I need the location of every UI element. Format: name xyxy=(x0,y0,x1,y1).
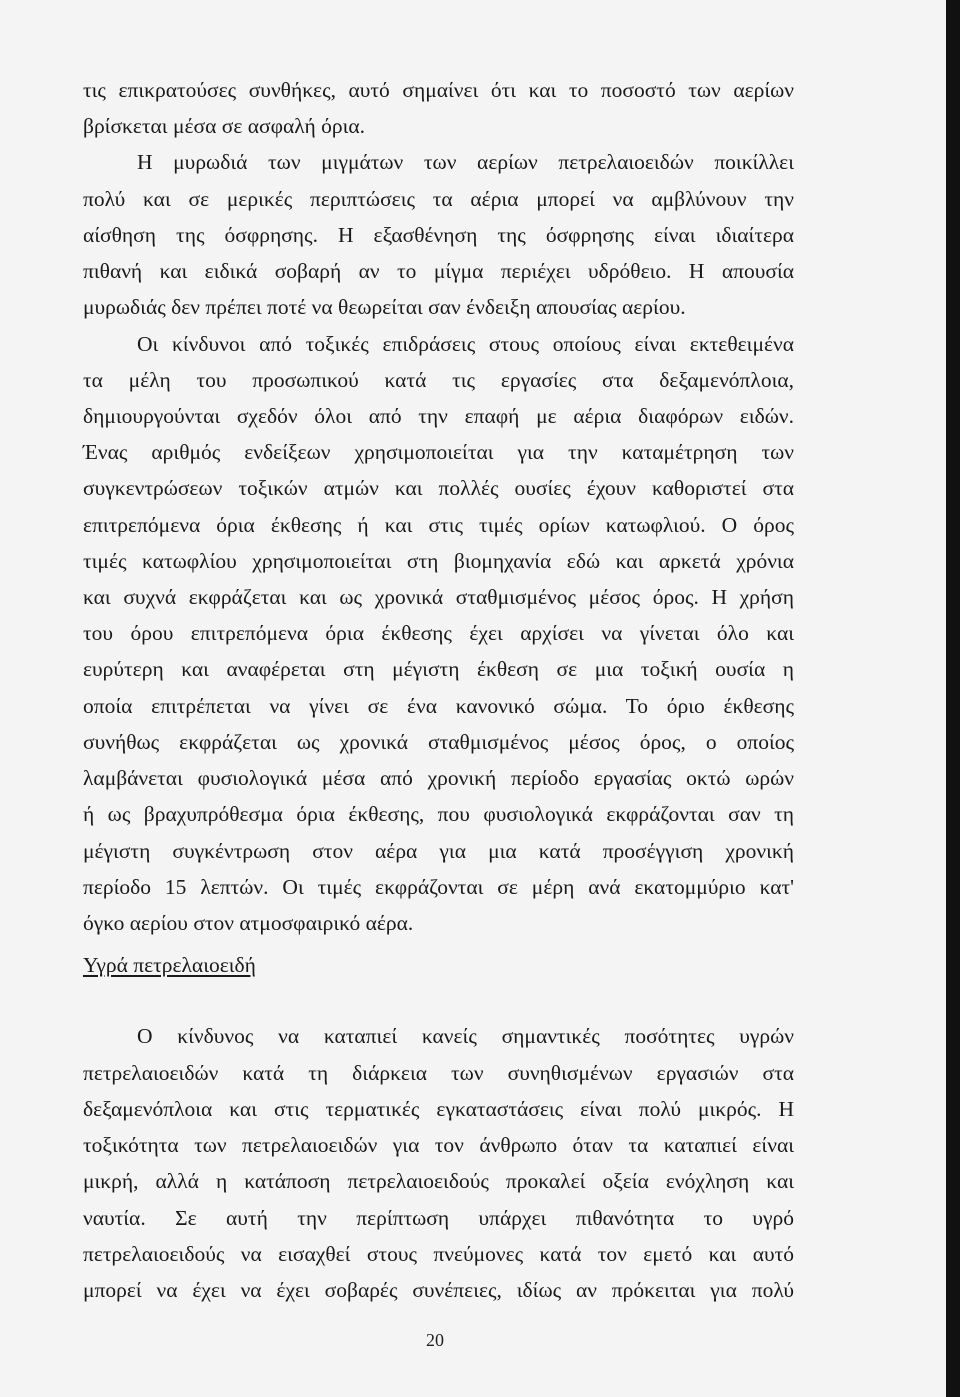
text-line: συγκεντρώσεων τοξικών ατμών και πολλές ουσίες έχουν καθοριστεί στα xyxy=(83,476,794,500)
text-line: πιθανή και ειδικά σοβαρή αν το μίγμα περιέχει υδρόθειο. Η απουσία xyxy=(83,259,794,283)
text-line: πολύ και σε μερικές περιπτώσεις τα αέρια μπορεί να αμβλύνουν την xyxy=(83,187,794,211)
text-line: μικρή, αλλά η κατάποση πετρελαιοειδούς προκαλεί οξεία ενόχληση και xyxy=(83,1169,794,1193)
text-line: βρίσκεται μέσα σε ασφαλή όρια. xyxy=(83,114,366,138)
text-line: ευρύτερη και αναφέρεται στη μέγιστη έκθεση σε μια τοξική ουσία η xyxy=(83,657,794,681)
text-line: λαμβάνεται φυσιολογικά μέσα από χρονική περίοδο εργασίας οκτώ ωρών xyxy=(83,766,794,790)
text-line: και συχνά εκφράζεται και ως χρονικά σταθμισμένος μέσος όρος. Η χρήση xyxy=(83,585,794,609)
text-line: του όρου επιτρεπόμενα όρια έκθεσης έχει αρχίσει να γίνεται όλο και xyxy=(83,621,794,645)
text-line: δημιουργούνται σχεδόν όλοι από την επαφή με αέρια διαφόρων ειδών. xyxy=(83,404,794,428)
text-line: όγκο αερίου στον ατμοσφαιρικό αέρα. xyxy=(83,911,414,935)
text-line: ή ως βραχυπρόθεσμα όρια έκθεσης, που φυσιολογικά εκφράζονται σαν τη xyxy=(83,802,794,826)
text-line: τοξικότητα των πετρελαιοειδών για τον άνθρωπο όταν τα καταπιεί είναι xyxy=(83,1133,794,1157)
text-line: τιμές κατωφλίου χρησιμοποιείται στη βιομηχανία εδώ και αρκετά χρόνια xyxy=(83,549,794,573)
text-line: οποία επιτρέπεται να γίνει σε ένα κανονικό σώμα. Το όριο έκθεσης xyxy=(83,694,794,718)
text-line: πετρελαιοειδών κατά τη διάρκεια των συνηθισμένων εργασιών στα xyxy=(83,1061,794,1085)
scan-border xyxy=(946,0,960,1397)
text-line: ναυτία. Σε αυτή την περίπτωση υπάρχει πιθανότητα το υγρό xyxy=(83,1206,794,1230)
paragraph-start-line: Ο κίνδυνος να καταπιεί κανείς σημαντικές ποσότητες υγρών xyxy=(137,1024,794,1048)
text-line: πετρελαιοειδούς να εισαχθεί στους πνεύμονες κατά τον εμετό και αυτό xyxy=(83,1242,794,1266)
text-line: μπορεί να έχει να έχει σοβαρές συνέπειες, ιδίως αν πρόκειται για πολύ xyxy=(83,1278,794,1302)
paragraph-start-line: Οι κίνδυνοι από τοξικές επιδράσεις στους οποίους είναι εκτεθειμένα xyxy=(137,332,794,356)
text-line: επιτρεπόμενα όρια έκθεσης ή και στις τιμές ορίων κατωφλιού. Ο όρος xyxy=(83,513,794,537)
text-line: τα μέλη του προσωπικού κατά τις εργασίες στα δεξαμενόπλοια, xyxy=(83,368,794,392)
text-line: αίσθηση της όσφρησης. Η εξασθένηση της όσφρησης είναι ιδιαίτερα xyxy=(83,223,794,247)
paragraph-start-line: Η μυρωδιά των μιγμάτων των αερίων πετρελαιοειδών ποικίλλει xyxy=(137,150,794,174)
text-line: δεξαμενόπλοια και στις τερματικές εγκαταστάσεις είναι πολύ μικρός. Η xyxy=(83,1097,794,1121)
page-number: 20 xyxy=(426,1330,444,1350)
text-line: μέγιστη συγκέντρωση στον αέρα για μια κατά προσέγγιση χρονική xyxy=(83,839,794,863)
section-heading: Υγρά πετρελαιοειδή xyxy=(83,953,256,977)
text-line: τις επικρατούσες συνθήκες, αυτό σημαίνει ότι και το ποσοστό των αερίων xyxy=(83,78,794,102)
text-line: περίοδο 15 λεπτών. Οι τιμές εκφράζονται σε μέρη ανά εκατομμύριο κατ' xyxy=(83,875,794,899)
text-line: συνήθως εκφράζεται ως χρονικά σταθμισμένος μέσος όρος, ο οποίος xyxy=(83,730,794,754)
text-line: Ένας αριθμός ενδείξεων χρησιμοποιείται για την καταμέτρηση των xyxy=(83,440,794,464)
text-line: μυρωδιάς δεν πρέπει ποτέ να θεωρείται σαν ένδειξη απουσίας αερίου. xyxy=(83,295,686,319)
